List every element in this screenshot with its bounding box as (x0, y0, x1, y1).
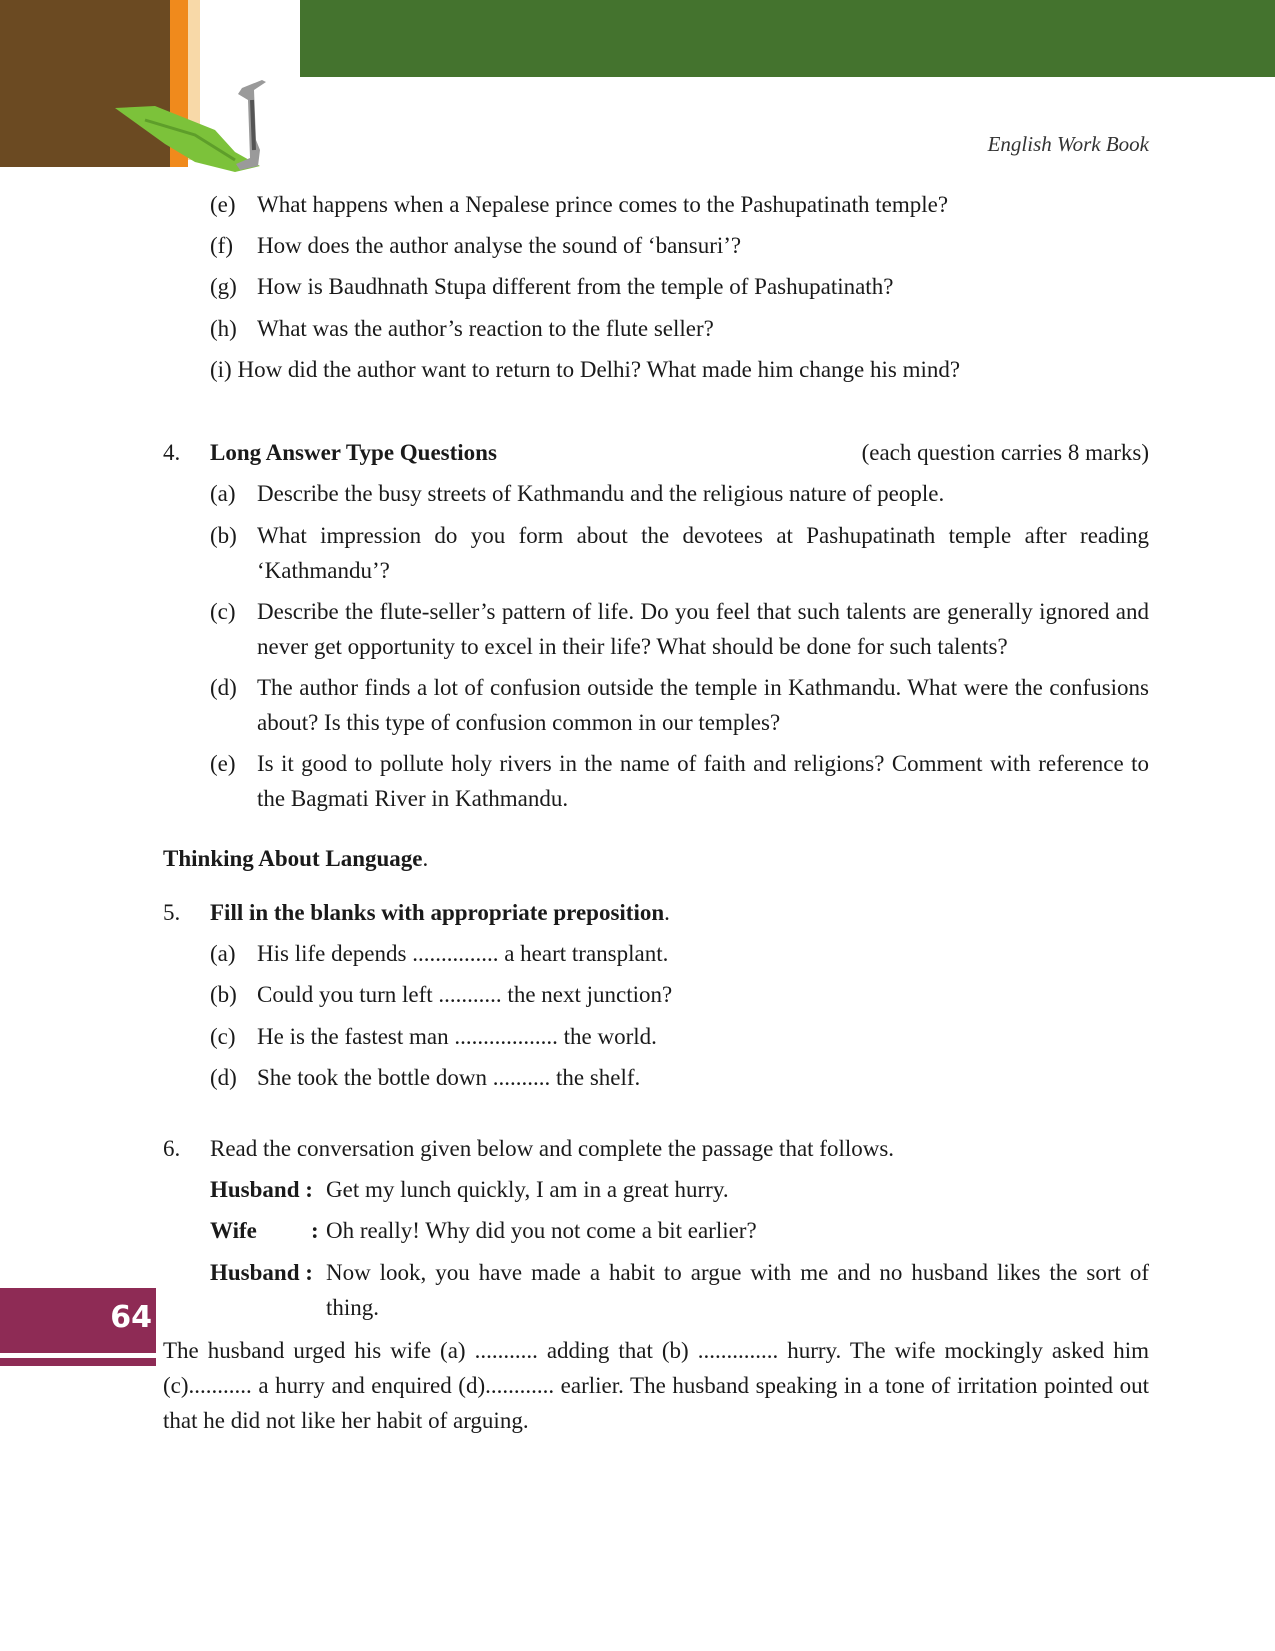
item-label: (e) (210, 192, 236, 217)
plant-stem-icon (232, 80, 272, 172)
item-label: (f) (210, 233, 233, 258)
question-text: Describe the busy streets of Kathmandu and the religious nature of people. (257, 481, 945, 506)
page-tab-rule (0, 1358, 156, 1366)
question-text: Could you turn left ........... the next junction? (257, 982, 673, 1007)
section-heading-text: Thinking About Language (163, 846, 423, 871)
section-heading: Thinking About Language. (163, 846, 429, 871)
speaker-colon: : (311, 1218, 319, 1243)
question-title: Fill in the blanks with appropriate preposition. (210, 900, 670, 925)
question-title-text: Fill in the blanks with appropriate preposition (210, 900, 665, 925)
speaker-label: Husband : (210, 1177, 313, 1202)
item-label: (b) (210, 982, 237, 1007)
item-label: (d) (210, 675, 237, 700)
passage-text: The husband urged his wife (a) ........... adding that (b) .............. hurry. The wife mockingly asked him (c)........... a hurry and enquired (d)............ earlier. The husband speaking in a tone of irritation pointed out that he did not like her habit of arguing. (163, 1338, 1149, 1433)
item-label: (c) (210, 599, 236, 624)
dialogue-text: Now look, you have made a habit to argue with me and no husband likes the sort of thing. (326, 1260, 1149, 1320)
item-label: (d) (210, 1065, 237, 1090)
page-number: 64 (110, 1300, 152, 1335)
question-text: She took the bottle down .......... the shelf. (257, 1065, 641, 1090)
item-label: (a) (210, 481, 236, 506)
question-number: 5. (163, 900, 181, 925)
item-label: (g) (210, 274, 237, 299)
question-text: Describe the flute-seller’s pattern of life. Do you feel that such talents are generally ignored and never get opportunity to excel in their life? What should be done for such talents? (257, 599, 1149, 659)
speaker-label: Husband : (210, 1260, 313, 1285)
item-label: (b) (210, 523, 237, 548)
item-label: (e) (210, 751, 236, 776)
question-text: He is the fastest man .................. the world. (257, 1024, 657, 1049)
header-green-band (300, 0, 1275, 77)
question-text: The author finds a lot of confusion outside the temple in Kathmandu. What were the confusions about? Is this type of confusion common in our temples? (257, 675, 1149, 735)
dialogue-text: Get my lunch quickly, I am in a great hurry. (326, 1177, 729, 1202)
question-text: What was the author’s reaction to the flute seller? (257, 316, 714, 341)
question-text: What impression do you form about the devotees at Pashupatinath temple after reading ‘Kathmandu’? (257, 523, 1149, 583)
marks-note: (each question carries 8 marks) (861, 440, 1149, 465)
section-title: Long Answer Type Questions (210, 440, 497, 465)
dialogue-text: Oh really! Why did you not come a bit earlier? (326, 1218, 757, 1243)
question-text: Is it good to pollute holy rivers in the name of faith and religions? Comment with reference to the Bagmati River in Kathmandu. (257, 751, 1149, 811)
question-text: How does the author analyse the sound of ‘bansuri’? (257, 233, 742, 258)
item-label: (h) (210, 316, 237, 341)
question-text: His life depends ............... a heart transplant. (257, 941, 669, 966)
question-number: 6. (163, 1136, 181, 1161)
item-label: (c) (210, 1024, 236, 1049)
question-text: How is Baudhnath Stupa different from the temple of Pashupatinath? (257, 274, 894, 299)
question-text: Read the conversation given below and complete the passage that follows. (210, 1136, 895, 1161)
speaker-label: Wife (210, 1218, 257, 1243)
question-number: 4. (163, 440, 181, 465)
question-text: What happens when a Nepalese prince comes to the Pashupatinath temple? (257, 192, 949, 217)
question-text: (i) How did the author want to return to Delhi? What made him change his mind? (210, 357, 961, 382)
book-title-header: English Work Book (987, 132, 1149, 156)
item-label: (a) (210, 941, 236, 966)
